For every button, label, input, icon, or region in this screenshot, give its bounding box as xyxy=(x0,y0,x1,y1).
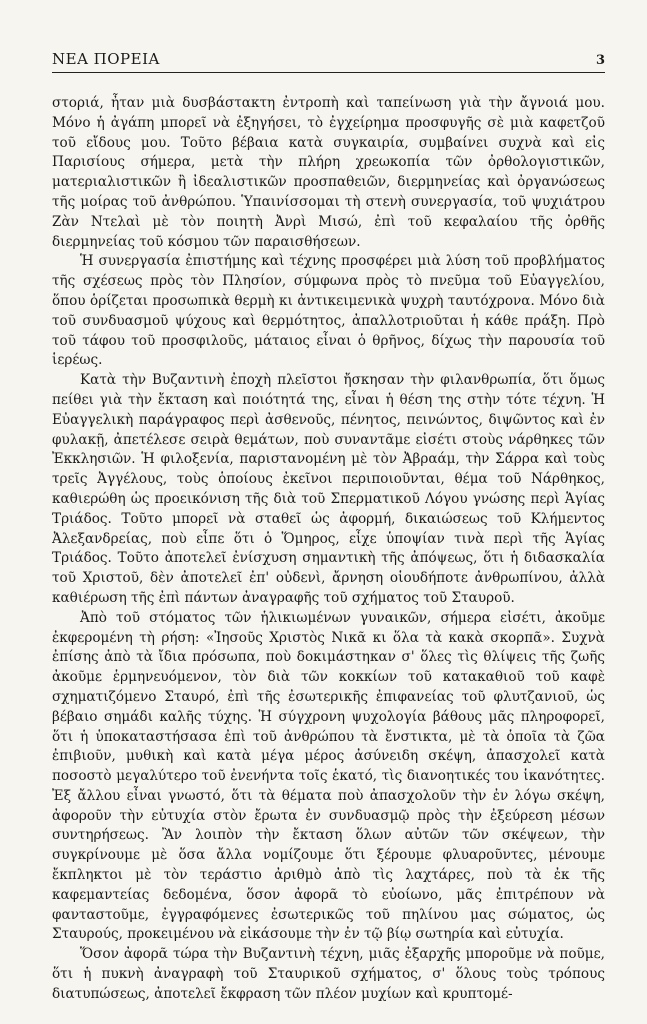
paragraph: Κατὰ τὴν Βυζαντινὴ ἐποχὴ πλεῖστοι ἤσκησαν τὴν φιλανθρωπία, ὅτι ὅμως πείθει γιὰ τὴν ἔκταση καὶ ποιότητά της, εἶναι ἡ θέση της στὴν τότε τέχνη. Ἡ Εὐαγγελικὴ παράγραφος περὶ ἀσθενοῦς, πένητος, πεινώντος, διψῶντος καὶ ἐν φυλακῇ, ἀπετέλεσε σειρὰ θεμάτων, ποὺ συναντᾶμε εἰσέτι στοὺς νάρθηκες τῶν Ἐκκλησιῶν. Ἡ φιλοξενία, παριστανομένη μὲ τὸν Ἀβραάμ, τὴν Σάρρα καὶ τοὺς τρεῖς Ἀγγέλους, τοὺς ὁποίους ἐκεῖνοι περιποιοῦνται, θέμα τοῦ Νάρθηκος, καθιερώθη ὡς προεικόνιση τῆς διὰ τοῦ Σπερματικοῦ Λόγου γνώσης περὶ Ἁγίας Τριάδος. Τοῦτο μπορεῖ νὰ σταθεῖ ὡς ἀφορμή, δικαιώσεως τοῦ Κλήμεντος Ἀλεξανδρείας, ποὺ εἶπε ὅτι ὁ Ὅμηρος, εἶχε ὑποψίαν τινὰ περὶ τῆς Ἁγίας Τριάδος. Τοῦτο ἀποτελεῖ ἐνίσχυση σημαντικὴ τῆς ἀπόψεως, ὅτι ἡ διδασκαλία τοῦ Χριστοῦ, δὲν ἀποτελεῖ ἐπ' οὐδενὶ, ἄρνηση οἱουδήποτε ἀνθρωπίνου, ἀλλὰ καθιέρωση τῆς ἐπὶ πάντων ἀναγραφῆς τοῦ σχήματος τοῦ Σταυροῦ. xyxy=(52,372,605,606)
journal-title: ΝΕΑ ΠΟΡΕΙΑ xyxy=(52,50,160,68)
paragraph: Ὅσον ἀφορᾶ τώρα τὴν Βυζαντινὴ τέχνη, μιᾶς ἐξαρχῆς μποροῦμε νὰ ποῦμε, ὅτι ἡ πυκνὴ ἀναγραφὴ τοῦ Σταυρικοῦ σχήματος, σ' ὅλους τοὺς τρόπους διατυπώσεως, ἀποτελεῖ ἔκφραση τῶν πλέον μυχίων καὶ κρυπτομέ- xyxy=(52,946,605,1002)
running-header xyxy=(52,50,605,73)
page-number: 3 xyxy=(595,53,605,68)
paragraph-continuation: στοριά, ἦταν μιὰ δυσβάστακτη ἐντροπὴ καὶ ταπείνωση γιὰ τὴν ἄγνοιά μου. Μόνο ἡ ἀγάπη μπορεῖ νὰ ἐξηγήσει, τὸ ἐγχείρημα προσφυγῆς σὲ μιὰ καφετζοῦ τοῦ εἴδους μου. Τοῦτο βέβαια κατὰ συγκαιρία, συμβαίνει συχνὰ καὶ εἰς Παρισίους σήμερα, μετὰ τὴν πλήρη χρεωκοπία τῶν ὀρθολογιστικῶν, ματεριαλιστικῶν ἢ ἰδεαλιστικῶν προσπαθειῶν, διερμηνείας καὶ ὀργανώσεως τῆς μοίρας τοῦ ἀνθρώπου. Ὑπαινίσσομαι τὴ στενὴ συνεργασία, τοῦ ψυχιάτρου Ζὰν Ντελαὶ μὲ τὸν ποιητὴ Ἀνρὶ Μισώ, ἐπὶ τοῦ κεφαλαίου τῆς ὀρθῆς διερμηνείας τοῦ κόσμου τῶν παραισθήσεων. xyxy=(52,95,605,250)
body-text xyxy=(52,94,605,1005)
paragraph: Ἡ συνεργασία ἐπιστήμης καὶ τέχνης προσφέρει μιὰ λύση τοῦ προβλήματος τῆς σχέσεως πρὸς τὸν Πλησίον, σύμφωνα πρὸς τὸ πνεῦμα τοῦ Εὐαγγελίου, ὅπου ὁρίζεται προσωπικὰ θερμὴ κι ἀντικειμενικὰ ψυχρὴ ταυτόχρονα. Μόνο διὰ τοῦ συνδυασμοῦ ψύχους καὶ θερμότητος, ἀπαλλοτριοῦται ἡ κάθε πράξη. Πρὸ τοῦ τάφου τοῦ προσφιλοῦς, μάταιος εἶναι ὁ θρῆνος, δίχως τὴν παρουσία τοῦ ἱερέως. xyxy=(52,253,605,369)
paragraph: Ἀπὸ τοῦ στόματος τῶν ἡλικιωμένων γυναικῶν, σήμερα εἰσέτι, ἀκοῦμε ἐκφερομένη τὴ ρήση: «Ἰησοῦς Χριστὸς Νικᾶ κι ὅλα τὰ κακὰ σκορπᾶ». Συχνὰ ἐπίσης ἀπὸ τὰ ἴδια πρόσωπα, ποὺ δοκιμάστηκαν σ' ὅλες τὶς θλίψεις τῆς ζωῆς ἀκοῦμε ἑρμηνευόμενον, τὸν διὰ τῶν κοκκίων τοῦ κατακαθιοῦ τοῦ καφὲ σχηματιζόμενο Σταυρό, ἐπὶ τῆς ἐσωτερικῆς ἐπιφανείας τοῦ φλυτζανιοῦ, ὡς βέβαιο σημάδι καλῆς τύχης. Ἡ σύγχρονη ψυχολογία βάθους μᾶς πληροφορεῖ, ὅτι ἡ ὑποκαταστήσασα ἐπὶ τοῦ ἀνθρώπου τὰ ἔνστικτα, μὲ τὰ ὁποῖα τὰ ζῶα ἐπιβιοῦν, μυθικὴ καὶ κατὰ μέγα μέρος ἀσύνειδη σκέψη, ἀπασχολεῖ κατὰ ποσοστὸ μεγαλύτερο τοῦ ἐνενήντα τοῖς ἑκατό, τὶς διανοητικές του ἱκανότητες. Ἐξ ἄλλου εἶναι γνωστό, ὅτι τὰ θέματα ποὺ ἀπασχολοῦν τὴν ἐν λόγω σκέψη, ἀφοροῦν τὴν εὐτυχία στὸν ἔρωτα ἐν συνδυασμῷ πρὸς τὴν ἐξεύρεση μέσων συντηρήσεως. Ἂν λοιπὸν τὴν ἔκταση ὅλων αὐτῶν τῶν σκέψεων, τὴν συγκρίνουμε μὲ ὅσα ἄλλα νομίζουμε ὅτι ξέρουμε φλυαροῦντες, μένουμε ἔκπληκτοι μὲ τὸν τεράστιο ἀριθμὸ ἀπὸ τὶς λαχτάρες, ποὺ τὰ ἐκ τῆς καφεμαντείας δεδομένα, ὅσον ἀφορᾶ τὸ εὐοίωνο, μᾶς ἐπιτρέπουν νὰ φανταστοῦμε, ἐγγραφόμενες ἐσωτερικῶς τοῦ πηλίνου μας σώματος, ὡς Σταυρούς, προκειμένου νὰ εἰκάσουμε τὴν ἐν τῷ βίῳ σωτηρία καὶ εὐτυχία. xyxy=(52,609,605,943)
